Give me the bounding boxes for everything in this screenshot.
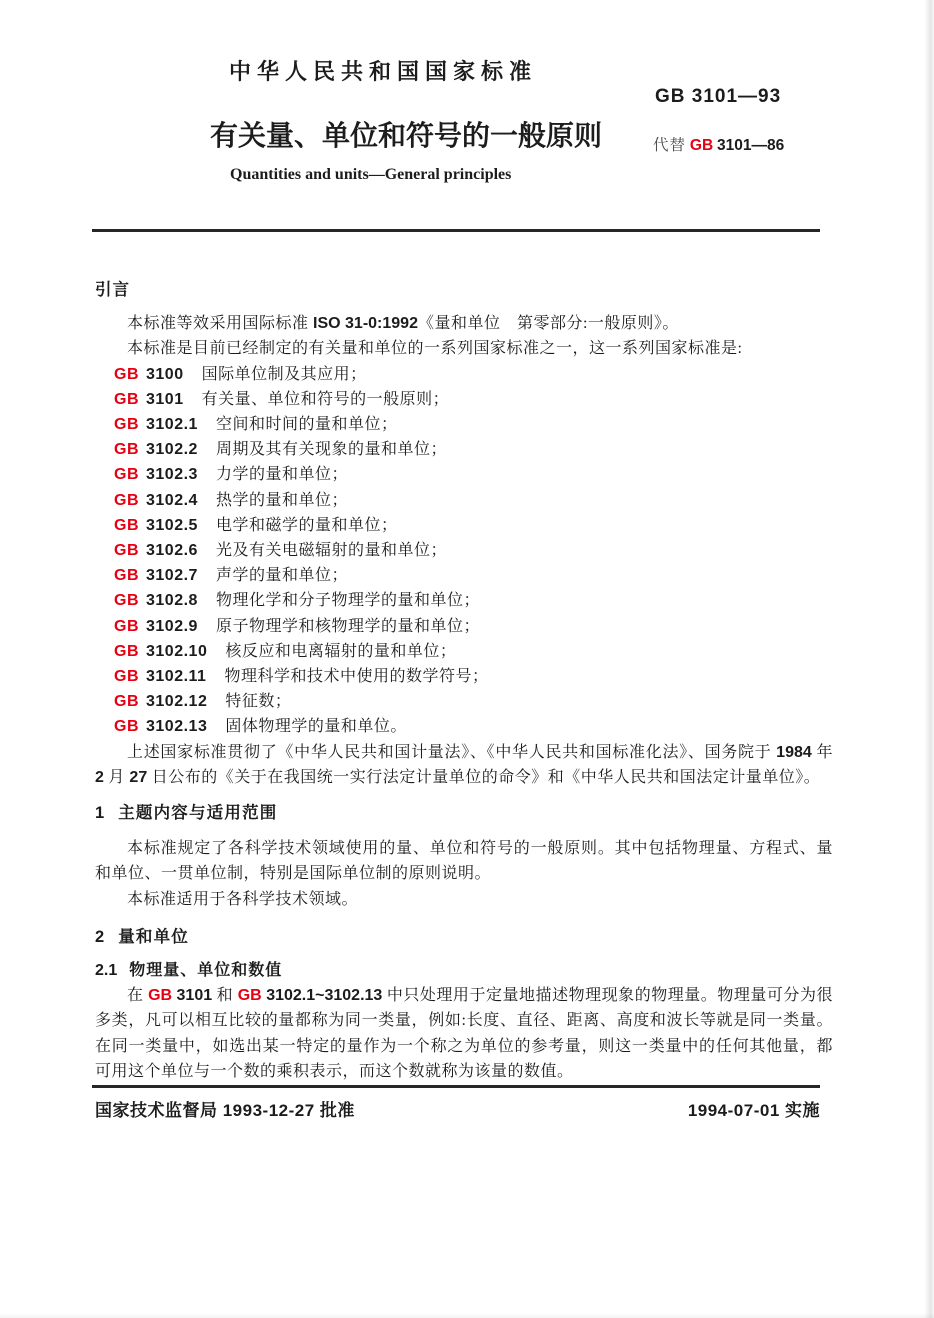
gb-prefix: GB: [114, 441, 139, 459]
text-segment: 本标准等效采用国际标准: [127, 315, 314, 333]
text-segment: 本标准是目前已经制定的有关量和单位的一系列国家标准之一，这一系列国家标准是:: [127, 340, 743, 358]
gb-prefix: GB: [114, 592, 139, 610]
gb-prefix: GB: [114, 642, 139, 660]
section-1-heading: [95, 801, 833, 826]
text-segment: 2: [95, 768, 104, 786]
standard-type-heading: 中华人民共和国国家标准: [229, 59, 538, 84]
standard-number: 3102.9: [146, 617, 198, 635]
section-2-1-title: 物理量、单位和数值: [129, 962, 283, 980]
text-segment: 3101: [172, 987, 213, 1005]
gb-prefix: GB: [114, 718, 139, 736]
standards-list-item: [114, 513, 833, 538]
supersede-number: 3101—86: [717, 137, 785, 154]
text-segment: ISO 31-0:1992: [313, 315, 418, 333]
standards-list-item: [114, 689, 833, 714]
document-body: [95, 278, 833, 1084]
gb-prefix: GB: [114, 567, 139, 585]
standards-list-item: [114, 362, 833, 387]
standard-title: 固体物理学的量和单位。: [225, 718, 407, 736]
standards-list-item: [114, 412, 833, 437]
standard-number: 3102.8: [146, 592, 198, 610]
text-segment: 3102.1~3102.13: [261, 987, 383, 1005]
standards-list-item: [114, 462, 833, 487]
section-2-1-heading: [95, 958, 833, 983]
standard-title: 核反应和电离辐射的量和单位；: [225, 642, 457, 660]
text-segment: 27: [129, 768, 148, 786]
section-1-number: 1: [95, 804, 105, 823]
section-2-1-number: 2.1: [95, 962, 118, 980]
gb-prefix: GB: [114, 542, 139, 560]
text-segment: 日公布的《关于在我国统一实行法定计量单位的命令》和《中华人民共和国法定计量单位》。: [147, 768, 821, 786]
intro-paragraph-1: [95, 311, 833, 336]
section-2-1-paragraph: [95, 983, 833, 1084]
text-segment: 上述国家标准贯彻了《中华人民共和国计量法》、《中华人民共和国标准化法》、国务院于: [127, 743, 777, 761]
standards-list-item: [114, 488, 833, 513]
standard-title: 物理化学和分子物理学的量和单位；: [215, 592, 480, 610]
text-segment: 年: [811, 743, 833, 761]
section-1-paragraph-2: [95, 887, 833, 912]
standard-title: 有关量、单位和符号的一般原则；: [201, 390, 450, 408]
standards-list-item: [114, 664, 833, 689]
standard-title: 声学的量和单位；: [215, 567, 348, 585]
standard-number: 3101: [146, 390, 184, 408]
standard-code: GB 3101—93: [655, 86, 782, 107]
gb-prefix: GB: [114, 693, 139, 711]
standards-list-item: [114, 714, 833, 739]
section-2-number: 2: [95, 927, 105, 946]
section-1-title: 主题内容与适用范围: [118, 804, 278, 823]
standard-title: 原子物理学和核物理学的量和单位；: [215, 617, 480, 635]
section-1-paragraph-1: [95, 836, 833, 886]
standard-title: 特征数；: [225, 693, 292, 711]
standards-list-item: [114, 387, 833, 412]
text-segment: 本标准适用于各科学技术领域。: [127, 890, 359, 908]
gb-prefix: GB: [114, 390, 139, 408]
footer-divider: [92, 1085, 820, 1088]
text-segment: 本标准规定了各科学技术领域使用的量、单位和符号的一般原则。其中包括物理量、方程式、量和单位、一贯单位制，特别是国际单位制的原则说明。: [95, 840, 833, 883]
standard-title: 国际单位制及其应用；: [201, 365, 367, 383]
supersede-gb-prefix: GB: [689, 137, 714, 154]
supersede-label: 代替: [653, 137, 687, 154]
gb-prefix: GB: [114, 416, 139, 434]
gb-prefix: GB: [114, 466, 139, 484]
standard-title: 空间和时间的量和单位；: [215, 416, 398, 434]
standard-number: 3102.4: [146, 491, 198, 509]
gb-prefix: GB: [114, 491, 139, 509]
scan-edge-shadow-bottom: [0, 1313, 934, 1318]
standard-title: 电学和磁学的量和单位；: [215, 516, 398, 534]
document-title-en: Quantities and units—General principles: [230, 166, 512, 183]
standard-number: 3102.2: [146, 441, 198, 459]
standard-title: 物理科学和技术中使用的数学符号；: [224, 668, 489, 686]
standard-number: 3102.10: [146, 642, 208, 660]
text-segment: 和: [212, 987, 238, 1005]
standards-list-item: [114, 538, 833, 563]
standard-number: 3102.1: [146, 416, 198, 434]
standards-list: [95, 362, 833, 740]
approval-info: 国家技术监督局 1993-12-27 批准: [95, 1101, 355, 1120]
standards-list-item: [114, 614, 833, 639]
standard-title: 热学的量和单位；: [215, 491, 348, 509]
standard-number: 3102.6: [146, 542, 198, 560]
standard-number: 3102.7: [146, 567, 198, 585]
text-segment: 在: [127, 987, 149, 1005]
text-segment: GB: [237, 987, 262, 1005]
gb-prefix: GB: [114, 365, 139, 383]
text-segment: 中只处理用于定量地描述物理现象的物理量。物理量可分为很多类，凡可以相互比较的量都称为同一类量，例如:长度、直径、距离、高度和波长等就是同一类量。在同一类量中，如选出某一特定的量作为一个称之为单位的参考量，则这一类量中的任何其他量，都可用这个单位与一个数的乘积表示，而这个数就称为该量的数值。: [95, 987, 833, 1080]
text-segment: 《量和单位 第零部分:一般原则》。: [417, 315, 679, 333]
standard-number: 3100: [146, 365, 184, 383]
text-segment: GB: [148, 987, 173, 1005]
standard-number: 3102.3: [146, 466, 198, 484]
standards-list-item: [114, 588, 833, 613]
standard-number: 3102.11: [146, 668, 207, 686]
section-2-heading: [95, 925, 833, 950]
intro-paragraph-3: [95, 740, 833, 790]
section-2-title: 量和单位: [118, 927, 189, 946]
document-title-zh: 有关量、单位和符号的一般原则: [210, 120, 603, 151]
text-segment: 1984: [776, 743, 812, 761]
standard-title: 力学的量和单位；: [215, 466, 348, 484]
standards-list-item: [114, 639, 833, 664]
standard-title: 周期及其有关现象的量和单位；: [215, 441, 447, 459]
standard-title: 光及有关电磁辐射的量和单位；: [215, 542, 447, 560]
text-segment: 月: [103, 768, 130, 786]
standards-list-item: [114, 563, 833, 588]
header-divider: [92, 229, 820, 232]
gb-prefix: GB: [114, 516, 139, 534]
standard-number: 3102.13: [146, 718, 208, 736]
supersede-note: [653, 133, 784, 155]
intro-paragraph-2: [95, 336, 833, 361]
gb-prefix: GB: [114, 617, 139, 635]
intro-heading: 引言: [95, 281, 130, 299]
standard-number: 3102.5: [146, 516, 198, 534]
standard-number: 3102.12: [146, 693, 208, 711]
scan-edge-shadow-right: [924, 0, 934, 1318]
standards-list-item: [114, 437, 833, 462]
implementation-info: 1994-07-01 实施: [687, 1101, 820, 1120]
gb-prefix: GB: [114, 668, 139, 686]
